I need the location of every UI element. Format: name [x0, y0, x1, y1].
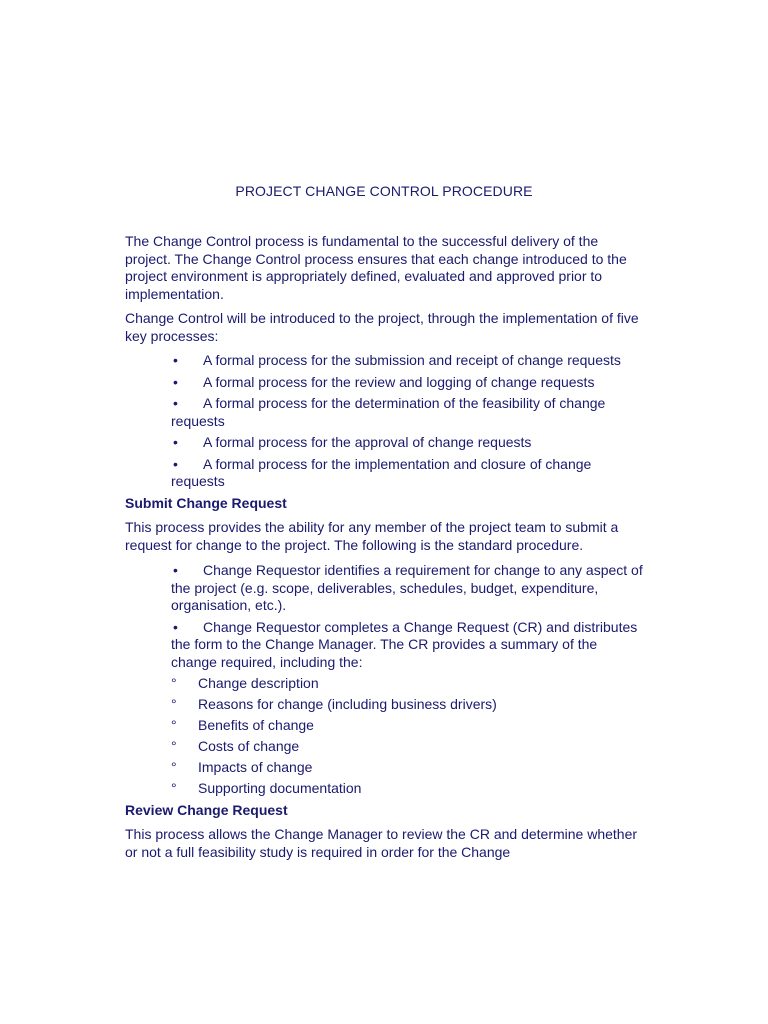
document-title: PROJECT CHANGE CONTROL PROCEDURE — [235, 183, 533, 199]
key-processes-list — [125, 352, 645, 491]
degree-bullet-icon: ° — [171, 738, 177, 755]
degree-bullet-icon: ° — [171, 780, 177, 797]
list-item: • A formal process for the implementation and closure of change requests — [171, 455, 592, 489]
bullet-icon: • — [173, 455, 178, 472]
list-item: • Change Requestor completes a Change Request (CR) and distributes the form to the Change Manager. The CR provides a summary of the change required, including the: — [171, 618, 638, 670]
bullet-icon: • — [173, 395, 178, 411]
degree-bullet-icon: ° — [171, 717, 177, 734]
review-paragraph: This process allows the Change Manager to review the CR and determine whether or not a full feasibility study is required in order for the Change — [125, 826, 638, 860]
list-item: • A formal process for the approval of change requests — [173, 434, 532, 450]
cr-contents-list — [125, 675, 645, 798]
list-item: ° Reasons for change (including business drivers) — [171, 696, 497, 713]
bullet-icon: • — [173, 562, 178, 578]
list-item: • Change Requestor identifies a requirement for change to any aspect of the project (e.g. scope, deliverables, schedules, budget, expenditure, organisation, etc.). — [171, 562, 643, 613]
degree-bullet-icon: ° — [171, 696, 177, 713]
submit-paragraph: This process provides the ability for any member of the project team to submit a request for change to the project. The following is the standard procedure. — [125, 519, 619, 553]
list-item: • A formal process for the determination of the feasibility of change requests — [171, 395, 606, 429]
list-item: • A formal process for the submission and receipt of change requests — [173, 352, 621, 368]
document-body — [125, 233, 645, 868]
bullet-icon: • — [173, 373, 178, 390]
intro-paragraph-2: Change Control will be introduced to the project, through the implementation of five key processes: — [125, 310, 639, 344]
degree-bullet-icon: ° — [171, 675, 177, 691]
section-heading-review: Review Change Request — [125, 801, 288, 818]
bullet-icon: • — [173, 434, 178, 450]
list-item: ° Supporting documentation — [171, 780, 362, 797]
bullet-icon: • — [173, 618, 178, 635]
list-item: ° Impacts of change — [171, 759, 313, 776]
list-item: ° Benefits of change — [171, 717, 314, 734]
list-item: ° Change description — [171, 675, 319, 691]
submit-steps-list — [125, 562, 645, 671]
bullet-icon: • — [173, 352, 178, 368]
list-item: • A formal process for the review and logging of change requests — [173, 373, 595, 390]
list-item: ° Costs of change — [171, 738, 300, 755]
degree-bullet-icon: ° — [171, 759, 177, 776]
intro-paragraph-1: The Change Control process is fundamental to the successful delivery of the project. The Change Control process ensures that each change introduced to the project environment is appropriately defined, evaluated and approved prior to implementation. — [125, 233, 627, 302]
section-heading-submit: Submit Change Request — [125, 494, 287, 511]
